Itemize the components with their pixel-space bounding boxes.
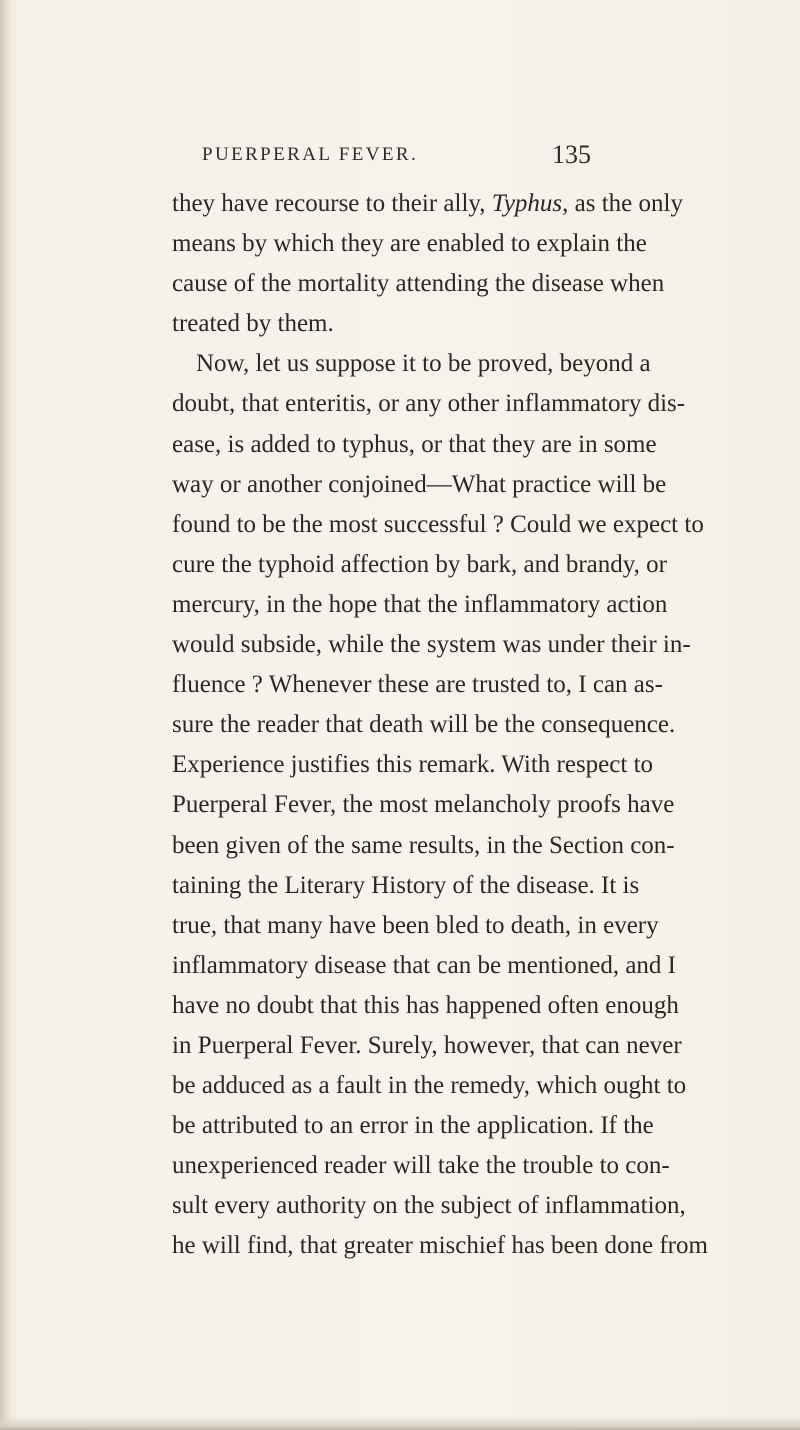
text-line: true, that many have been bled to death, in every bbox=[172, 911, 659, 939]
page-number: 135 bbox=[552, 140, 591, 169]
text-line: he will find, that greater mischief has been done from bbox=[172, 1232, 708, 1260]
text-line: inflammatory disease that can be mentioned, and I bbox=[172, 951, 676, 979]
page-bottom-edge bbox=[0, 1416, 800, 1430]
text-line: way or another conjoined—What practice will be bbox=[172, 470, 667, 498]
text-line-after: , as the only bbox=[562, 190, 683, 217]
text-line: fluence ? Whenever these are trusted to, I can as- bbox=[172, 671, 663, 699]
running-title: PUERPERAL FEVER. bbox=[202, 144, 419, 165]
text-line: unexperienced reader will take the trouble to con- bbox=[172, 1152, 670, 1180]
text-line: doubt, that enteritis, or any other inflammatory dis- bbox=[172, 390, 686, 418]
binding-gutter-shadow bbox=[0, 0, 12, 1430]
text-line: be adduced as a fault in the remedy, which ought to bbox=[172, 1072, 687, 1100]
body-text bbox=[172, 184, 708, 1267]
text-line: means by which they are enabled to explain the bbox=[172, 230, 647, 258]
text-line: have no doubt that this has happened often enough bbox=[172, 991, 679, 1019]
text-line: in Puerperal Fever. Surely, however, that can never bbox=[172, 1031, 682, 1059]
text-line: taining the Literary History of the disease. It is bbox=[172, 871, 640, 899]
paragraph-first-line: Now, let us suppose it to be proved, beyond a bbox=[196, 350, 651, 378]
text-line: cure the typhoid affection by bark, and brandy, or bbox=[172, 550, 667, 578]
text-line: cause of the mortality attending the disease when bbox=[172, 270, 665, 298]
text-line: found to be the most successful ? Could we expect to bbox=[172, 510, 704, 538]
text-line: sult every authority on the subject of inflammation, bbox=[172, 1192, 686, 1220]
text-line-before: they have recourse to their ally, bbox=[172, 190, 492, 217]
text-line: mercury, in the hope that the inflammatory action bbox=[172, 590, 668, 618]
text-line: been given of the same results, in the Section con- bbox=[172, 831, 675, 859]
text-line: sure the reader that death will be the consequence. bbox=[172, 711, 676, 739]
text-line: ease, is added to typhus, or that they are in some bbox=[172, 430, 657, 458]
text-line: be attributed to an error in the application. If the bbox=[172, 1112, 654, 1140]
text-line: Experience justifies this remark. With respect to bbox=[172, 751, 654, 779]
text-line bbox=[172, 184, 683, 224]
text-line: would subside, while the system was under their in- bbox=[172, 631, 691, 659]
text-line: Puerperal Fever, the most melancholy proofs have bbox=[172, 791, 675, 819]
running-head bbox=[0, 138, 800, 174]
text-line: treated by them. bbox=[172, 310, 334, 338]
italic-term: Typhus bbox=[491, 190, 563, 217]
